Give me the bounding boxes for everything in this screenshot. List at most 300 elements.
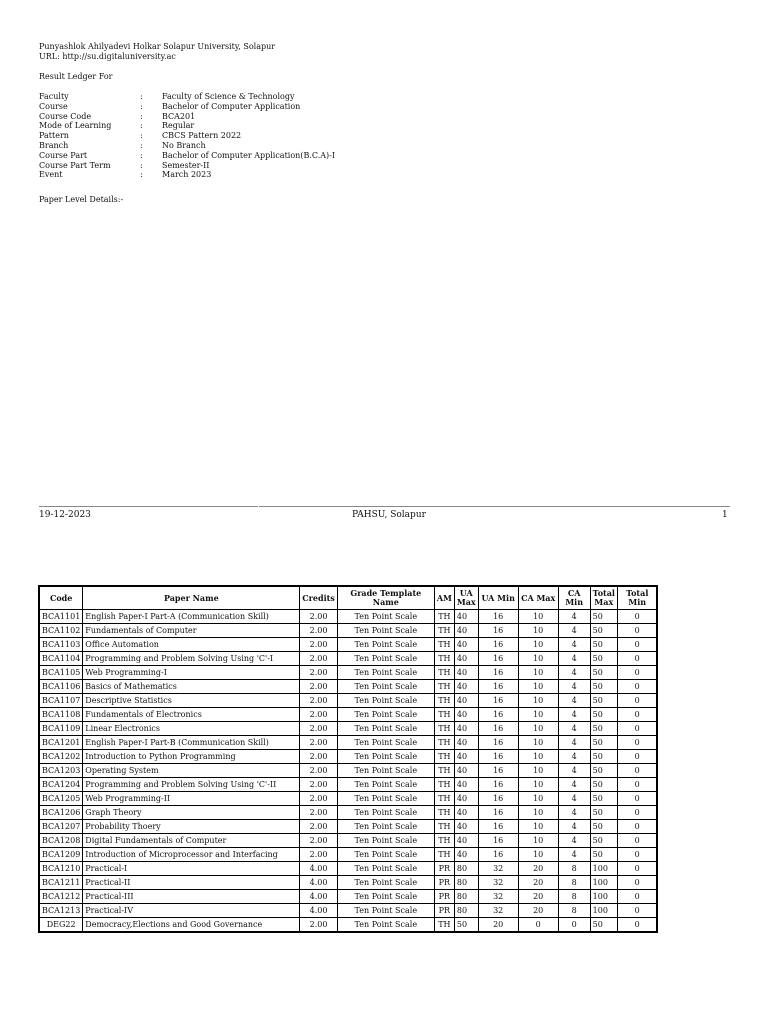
table-cell: 20 [518, 876, 558, 890]
table-cell: BCA1201 [39, 736, 83, 750]
table-row [39, 834, 657, 848]
table-cell: 50 [590, 848, 617, 862]
meta-sep: : [140, 121, 143, 131]
column-header: Paper Name [83, 586, 300, 610]
table-cell: 0 [617, 680, 657, 694]
table-cell: 32 [478, 876, 518, 890]
table-cell: Basics of Mathematics [83, 680, 300, 694]
table-cell: 0 [617, 890, 657, 904]
table-cell: 2.00 [300, 638, 338, 652]
table-row [39, 820, 657, 834]
table-row [39, 918, 657, 933]
table-cell: Ten Point Scale [337, 624, 434, 638]
table-cell: TH [434, 610, 454, 624]
table-cell: 50 [590, 764, 617, 778]
table-cell: Ten Point Scale [337, 890, 434, 904]
meta-value: Bachelor of Computer Application(B.C.A)-I [162, 150, 336, 160]
table-cell: 4 [558, 722, 590, 736]
table-cell: 16 [478, 806, 518, 820]
table-cell: TH [434, 694, 454, 708]
column-header: UA Max [454, 586, 478, 610]
table-cell: 16 [478, 848, 518, 862]
table-cell: 50 [590, 736, 617, 750]
table-cell: BCA1211 [39, 876, 83, 890]
meta-sep: : [140, 150, 143, 160]
table-cell: 40 [454, 694, 478, 708]
table-cell: 16 [478, 652, 518, 666]
table-cell: 40 [454, 652, 478, 666]
table-cell: Ten Point Scale [337, 778, 434, 792]
table-cell: BCA1204 [39, 778, 83, 792]
table-row [39, 876, 657, 890]
table-cell: Ten Point Scale [337, 792, 434, 806]
table-cell: 10 [518, 806, 558, 820]
table-row [39, 862, 657, 876]
table-cell: 2.00 [300, 778, 338, 792]
column-header: AM [434, 586, 454, 610]
table-cell: Ten Point Scale [337, 638, 434, 652]
table-cell: 50 [590, 666, 617, 680]
table-cell: 8 [558, 876, 590, 890]
table-cell: 4 [558, 610, 590, 624]
table-cell: 10 [518, 750, 558, 764]
column-header: Credits [300, 586, 338, 610]
table-cell: 100 [590, 904, 617, 918]
table-cell: BCA1210 [39, 862, 83, 876]
table-cell: 80 [454, 862, 478, 876]
table-cell: 2.00 [300, 624, 338, 638]
table-cell: 0 [617, 904, 657, 918]
table-cell: Practical-IV [83, 904, 300, 918]
table-row [39, 778, 657, 792]
table-cell: 4 [558, 848, 590, 862]
meta-label: Branch [39, 141, 69, 150]
table-cell: 40 [454, 666, 478, 680]
table-cell: 10 [518, 736, 558, 750]
table-cell: Linear Electronics [83, 722, 300, 736]
table-cell: 80 [454, 904, 478, 918]
table-cell: 0 [617, 862, 657, 876]
table-cell: 50 [590, 610, 617, 624]
table-cell: BCA1107 [39, 694, 83, 708]
table-cell: 0 [617, 918, 657, 933]
table-cell: 0 [617, 610, 657, 624]
table-cell: 50 [590, 638, 617, 652]
table-cell: Programming and Problem Solving Using 'C'-I [83, 652, 300, 666]
table-cell: 16 [478, 680, 518, 694]
table-cell: Practical-II [83, 876, 300, 890]
table-cell: Operating System [83, 764, 300, 778]
table-row [39, 610, 657, 624]
table-cell: BCA1203 [39, 764, 83, 778]
table-cell: Ten Point Scale [337, 848, 434, 862]
table-row [39, 708, 657, 722]
table-cell: English Paper-I Part-A (Communication Skill) [83, 610, 300, 624]
table-cell: 40 [454, 680, 478, 694]
table-cell: 8 [558, 890, 590, 904]
table-cell: 4 [558, 750, 590, 764]
table-cell: Ten Point Scale [337, 834, 434, 848]
meta-value: Semester-II [162, 160, 210, 170]
table-cell: 10 [518, 764, 558, 778]
table-cell: 2.00 [300, 666, 338, 680]
table-cell: 2.00 [300, 736, 338, 750]
footer-divider-left [39, 506, 258, 507]
table-cell: 0 [617, 694, 657, 708]
meta-sep: : [140, 131, 143, 141]
table-cell: 4.00 [300, 890, 338, 904]
table-cell: Practical-III [83, 890, 300, 904]
table-cell: 16 [478, 778, 518, 792]
table-cell: 16 [478, 638, 518, 652]
table-cell: 80 [454, 890, 478, 904]
table-cell: 40 [454, 736, 478, 750]
meta-label: Mode of Learning [39, 121, 112, 131]
table-cell: BCA1104 [39, 652, 83, 666]
table-cell: 50 [590, 680, 617, 694]
column-header: UA Min [478, 586, 518, 610]
table-cell: Ten Point Scale [337, 750, 434, 764]
table-cell: Office Automation [83, 638, 300, 652]
table-cell: 100 [590, 876, 617, 890]
table-row [39, 652, 657, 666]
table-cell: 40 [454, 722, 478, 736]
table-cell: Descriptive Statistics [83, 694, 300, 708]
table-cell: Ten Point Scale [337, 610, 434, 624]
table-cell: 32 [478, 904, 518, 918]
table-cell: 40 [454, 806, 478, 820]
meta-label: Faculty [39, 92, 69, 101]
table-cell: 4 [558, 820, 590, 834]
table-cell: 40 [454, 610, 478, 624]
table-cell: Ten Point Scale [337, 904, 434, 918]
table-cell: 50 [590, 918, 617, 933]
table-cell: 0 [617, 624, 657, 638]
table-cell: 8 [558, 904, 590, 918]
meta-value: March 2023 [162, 170, 212, 180]
table-cell: 50 [590, 708, 617, 722]
table-row [39, 750, 657, 764]
table-cell: 2.00 [300, 694, 338, 708]
table-cell: 10 [518, 792, 558, 806]
table-cell: BCA1213 [39, 904, 83, 918]
university-name: Punyashlok Ahilyadevi Holkar Solapur University, Solapur [39, 42, 276, 51]
table-cell: 16 [478, 708, 518, 722]
table-row [39, 680, 657, 694]
table-cell: 0 [617, 638, 657, 652]
table-cell: Digital Fundamentals of Computer [83, 834, 300, 848]
table-cell: 10 [518, 652, 558, 666]
table-cell: BCA1202 [39, 750, 83, 764]
meta-label: Course Part Term [39, 160, 111, 170]
paper-ledger-table [38, 585, 658, 933]
table-cell: 2.00 [300, 918, 338, 933]
table-cell: 2.00 [300, 848, 338, 862]
paper-level-heading: Paper Level Details:- [39, 195, 124, 204]
table-cell: 40 [454, 820, 478, 834]
table-cell: 4 [558, 666, 590, 680]
table-row [39, 624, 657, 638]
table-cell: 32 [478, 890, 518, 904]
table-cell: Ten Point Scale [337, 736, 434, 750]
table-cell: Web Programming-I [83, 666, 300, 680]
table-cell: 0 [617, 778, 657, 792]
table-cell: Ten Point Scale [337, 876, 434, 890]
column-header: Grade Template Name [337, 586, 434, 610]
table-cell: TH [434, 638, 454, 652]
table-cell: BCA1209 [39, 848, 83, 862]
table-cell: PR [434, 862, 454, 876]
meta-sep: : [140, 160, 143, 170]
table-cell: 16 [478, 820, 518, 834]
table-cell: Ten Point Scale [337, 680, 434, 694]
table-cell: 10 [518, 610, 558, 624]
table-cell: 0 [617, 708, 657, 722]
table-cell: 16 [478, 624, 518, 638]
meta-value: BCA201 [162, 111, 196, 121]
table-cell: TH [434, 666, 454, 680]
table-cell: PR [434, 904, 454, 918]
table-cell: 2.00 [300, 722, 338, 736]
table-cell: 2.00 [300, 652, 338, 666]
table-row [39, 848, 657, 862]
table-cell: 40 [454, 764, 478, 778]
table-cell: 4 [558, 806, 590, 820]
table-cell: 4 [558, 778, 590, 792]
table-cell: TH [434, 708, 454, 722]
table-cell: TH [434, 764, 454, 778]
table-cell: 16 [478, 722, 518, 736]
table-cell: BCA1109 [39, 722, 83, 736]
table-cell: 80 [454, 876, 478, 890]
table-cell: Fundamentals of Electronics [83, 708, 300, 722]
table-cell: TH [434, 736, 454, 750]
table-cell: 2.00 [300, 708, 338, 722]
table-cell: 10 [518, 834, 558, 848]
table-cell: 100 [590, 862, 617, 876]
meta-value: CBCS Pattern 2022 [162, 131, 242, 141]
table-cell: 4.00 [300, 904, 338, 918]
table-cell: Ten Point Scale [337, 652, 434, 666]
table-cell: 0 [617, 722, 657, 736]
table-cell: 32 [478, 862, 518, 876]
table-cell: 2.00 [300, 610, 338, 624]
table-row [39, 806, 657, 820]
table-cell: Ten Point Scale [337, 862, 434, 876]
table-cell: 40 [454, 834, 478, 848]
table-cell: 40 [454, 778, 478, 792]
meta-value: No Branch [162, 141, 206, 150]
table-cell: 0 [617, 848, 657, 862]
table-cell: English Paper-I Part-B (Communication Skill) [83, 736, 300, 750]
meta-label: Course Code [39, 111, 92, 121]
table-row [39, 764, 657, 778]
table-cell: 2.00 [300, 792, 338, 806]
table-cell: 2.00 [300, 820, 338, 834]
table-cell: TH [434, 750, 454, 764]
table-cell: 50 [590, 792, 617, 806]
column-header: Total Min [617, 586, 657, 610]
table-cell: 10 [518, 778, 558, 792]
table-cell: 50 [590, 820, 617, 834]
table-cell: 2.00 [300, 680, 338, 694]
table-cell: 4 [558, 638, 590, 652]
table-cell: 0 [518, 918, 558, 933]
table-cell: 4 [558, 652, 590, 666]
table-cell: 10 [518, 666, 558, 680]
table-cell: 10 [518, 848, 558, 862]
table-cell: Practical-I [83, 862, 300, 876]
table-cell: BCA1103 [39, 638, 83, 652]
table-cell: 0 [617, 820, 657, 834]
footer-date: 19-12-2023 [39, 510, 91, 520]
table-cell: 8 [558, 862, 590, 876]
table-cell: 16 [478, 694, 518, 708]
table-header-row [39, 586, 657, 610]
university-url: URL: http://su.digitaluniversity.ac [39, 52, 176, 61]
table-cell: Probability Thoery [83, 820, 300, 834]
meta-sep: : [140, 101, 143, 111]
table-cell: 0 [617, 792, 657, 806]
table-cell: 0 [617, 736, 657, 750]
table-cell: Ten Point Scale [337, 694, 434, 708]
table-cell: Ten Point Scale [337, 708, 434, 722]
table-cell: 50 [590, 694, 617, 708]
table-cell: 4 [558, 680, 590, 694]
table-cell: 4 [558, 834, 590, 848]
table-cell: 10 [518, 722, 558, 736]
table-cell: 40 [454, 750, 478, 764]
table-cell: 0 [617, 834, 657, 848]
column-header: Total Max [590, 586, 617, 610]
table-cell: DEG22 [39, 918, 83, 933]
table-cell: BCA1105 [39, 666, 83, 680]
table-cell: Introduction of Microprocessor and Interfacing [83, 848, 300, 862]
table-cell: 16 [478, 750, 518, 764]
table-cell: 0 [617, 652, 657, 666]
table-cell: 10 [518, 680, 558, 694]
table-cell: BCA1205 [39, 792, 83, 806]
table-cell: 4.00 [300, 862, 338, 876]
table-cell: TH [434, 806, 454, 820]
table-cell: TH [434, 652, 454, 666]
table-cell: 4.00 [300, 876, 338, 890]
table-row [39, 666, 657, 680]
table-cell: 0 [617, 764, 657, 778]
table-cell: TH [434, 624, 454, 638]
table-cell: Programming and Problem Solving Using 'C'-II [83, 778, 300, 792]
table-cell: 50 [590, 722, 617, 736]
table-cell: 0 [558, 918, 590, 933]
meta-value: Bachelor of Computer Application [162, 101, 301, 111]
table-cell: 2.00 [300, 834, 338, 848]
table-cell: 10 [518, 820, 558, 834]
table-cell: 40 [454, 624, 478, 638]
table-cell: 16 [478, 610, 518, 624]
table-cell: 20 [478, 918, 518, 933]
meta-value: Faculty of Science & Technology [162, 92, 295, 101]
table-cell: BCA1207 [39, 820, 83, 834]
table-cell: 20 [518, 862, 558, 876]
table-row [39, 722, 657, 736]
table-cell: BCA1212 [39, 890, 83, 904]
table-row [39, 638, 657, 652]
table-cell: BCA1106 [39, 680, 83, 694]
table-cell: 10 [518, 708, 558, 722]
table-cell: 16 [478, 736, 518, 750]
table-cell: 10 [518, 694, 558, 708]
table-cell: 4 [558, 736, 590, 750]
meta-sep: : [140, 170, 143, 180]
meta-sep: : [140, 92, 143, 101]
table-cell: 50 [590, 652, 617, 666]
table-cell: 2.00 [300, 806, 338, 820]
table-cell: 50 [590, 750, 617, 764]
footer-divider-right [259, 506, 730, 507]
table-cell: 100 [590, 890, 617, 904]
table-cell: 50 [590, 778, 617, 792]
table-cell: 10 [518, 624, 558, 638]
table-cell: TH [434, 848, 454, 862]
table-row [39, 736, 657, 750]
meta-label: Event [39, 170, 63, 180]
meta-sep: : [140, 111, 143, 121]
table-cell: 40 [454, 792, 478, 806]
table-cell: 20 [518, 904, 558, 918]
table-cell: TH [434, 820, 454, 834]
column-header: CA Max [518, 586, 558, 610]
table-cell: 50 [590, 834, 617, 848]
table-cell: 16 [478, 764, 518, 778]
table-cell: Ten Point Scale [337, 806, 434, 820]
table-cell: 4 [558, 708, 590, 722]
table-cell: PR [434, 876, 454, 890]
meta-value: Regular [162, 121, 195, 131]
table-cell: 4 [558, 792, 590, 806]
table-cell: Ten Point Scale [337, 722, 434, 736]
page-number: 1 [722, 510, 728, 520]
table-cell: 16 [478, 834, 518, 848]
table-row [39, 904, 657, 918]
table-cell: TH [434, 792, 454, 806]
table-cell: 40 [454, 638, 478, 652]
column-header: Code [39, 586, 83, 610]
table-cell: Ten Point Scale [337, 918, 434, 933]
table-cell: 50 [454, 918, 478, 933]
table-cell: 50 [590, 624, 617, 638]
table-cell: 0 [617, 806, 657, 820]
table-cell: Graph Theory [83, 806, 300, 820]
table-cell: Web Programming-II [83, 792, 300, 806]
table-cell: Fundamentals of Computer [83, 624, 300, 638]
ledger-title: Result Ledger For [39, 72, 113, 81]
table-cell: 40 [454, 848, 478, 862]
table-cell: BCA1108 [39, 708, 83, 722]
table-cell: BCA1208 [39, 834, 83, 848]
table-cell: Ten Point Scale [337, 764, 434, 778]
table-cell: 2.00 [300, 750, 338, 764]
table-cell: 40 [454, 708, 478, 722]
table-cell: 16 [478, 792, 518, 806]
table-cell: Ten Point Scale [337, 820, 434, 834]
table-cell: Democracy,Elections and Good Governance [83, 918, 300, 933]
table-cell: BCA1101 [39, 610, 83, 624]
table-cell: Ten Point Scale [337, 666, 434, 680]
table-cell: TH [434, 722, 454, 736]
table-cell: 4 [558, 694, 590, 708]
table-cell: 16 [478, 666, 518, 680]
table-cell: 10 [518, 638, 558, 652]
